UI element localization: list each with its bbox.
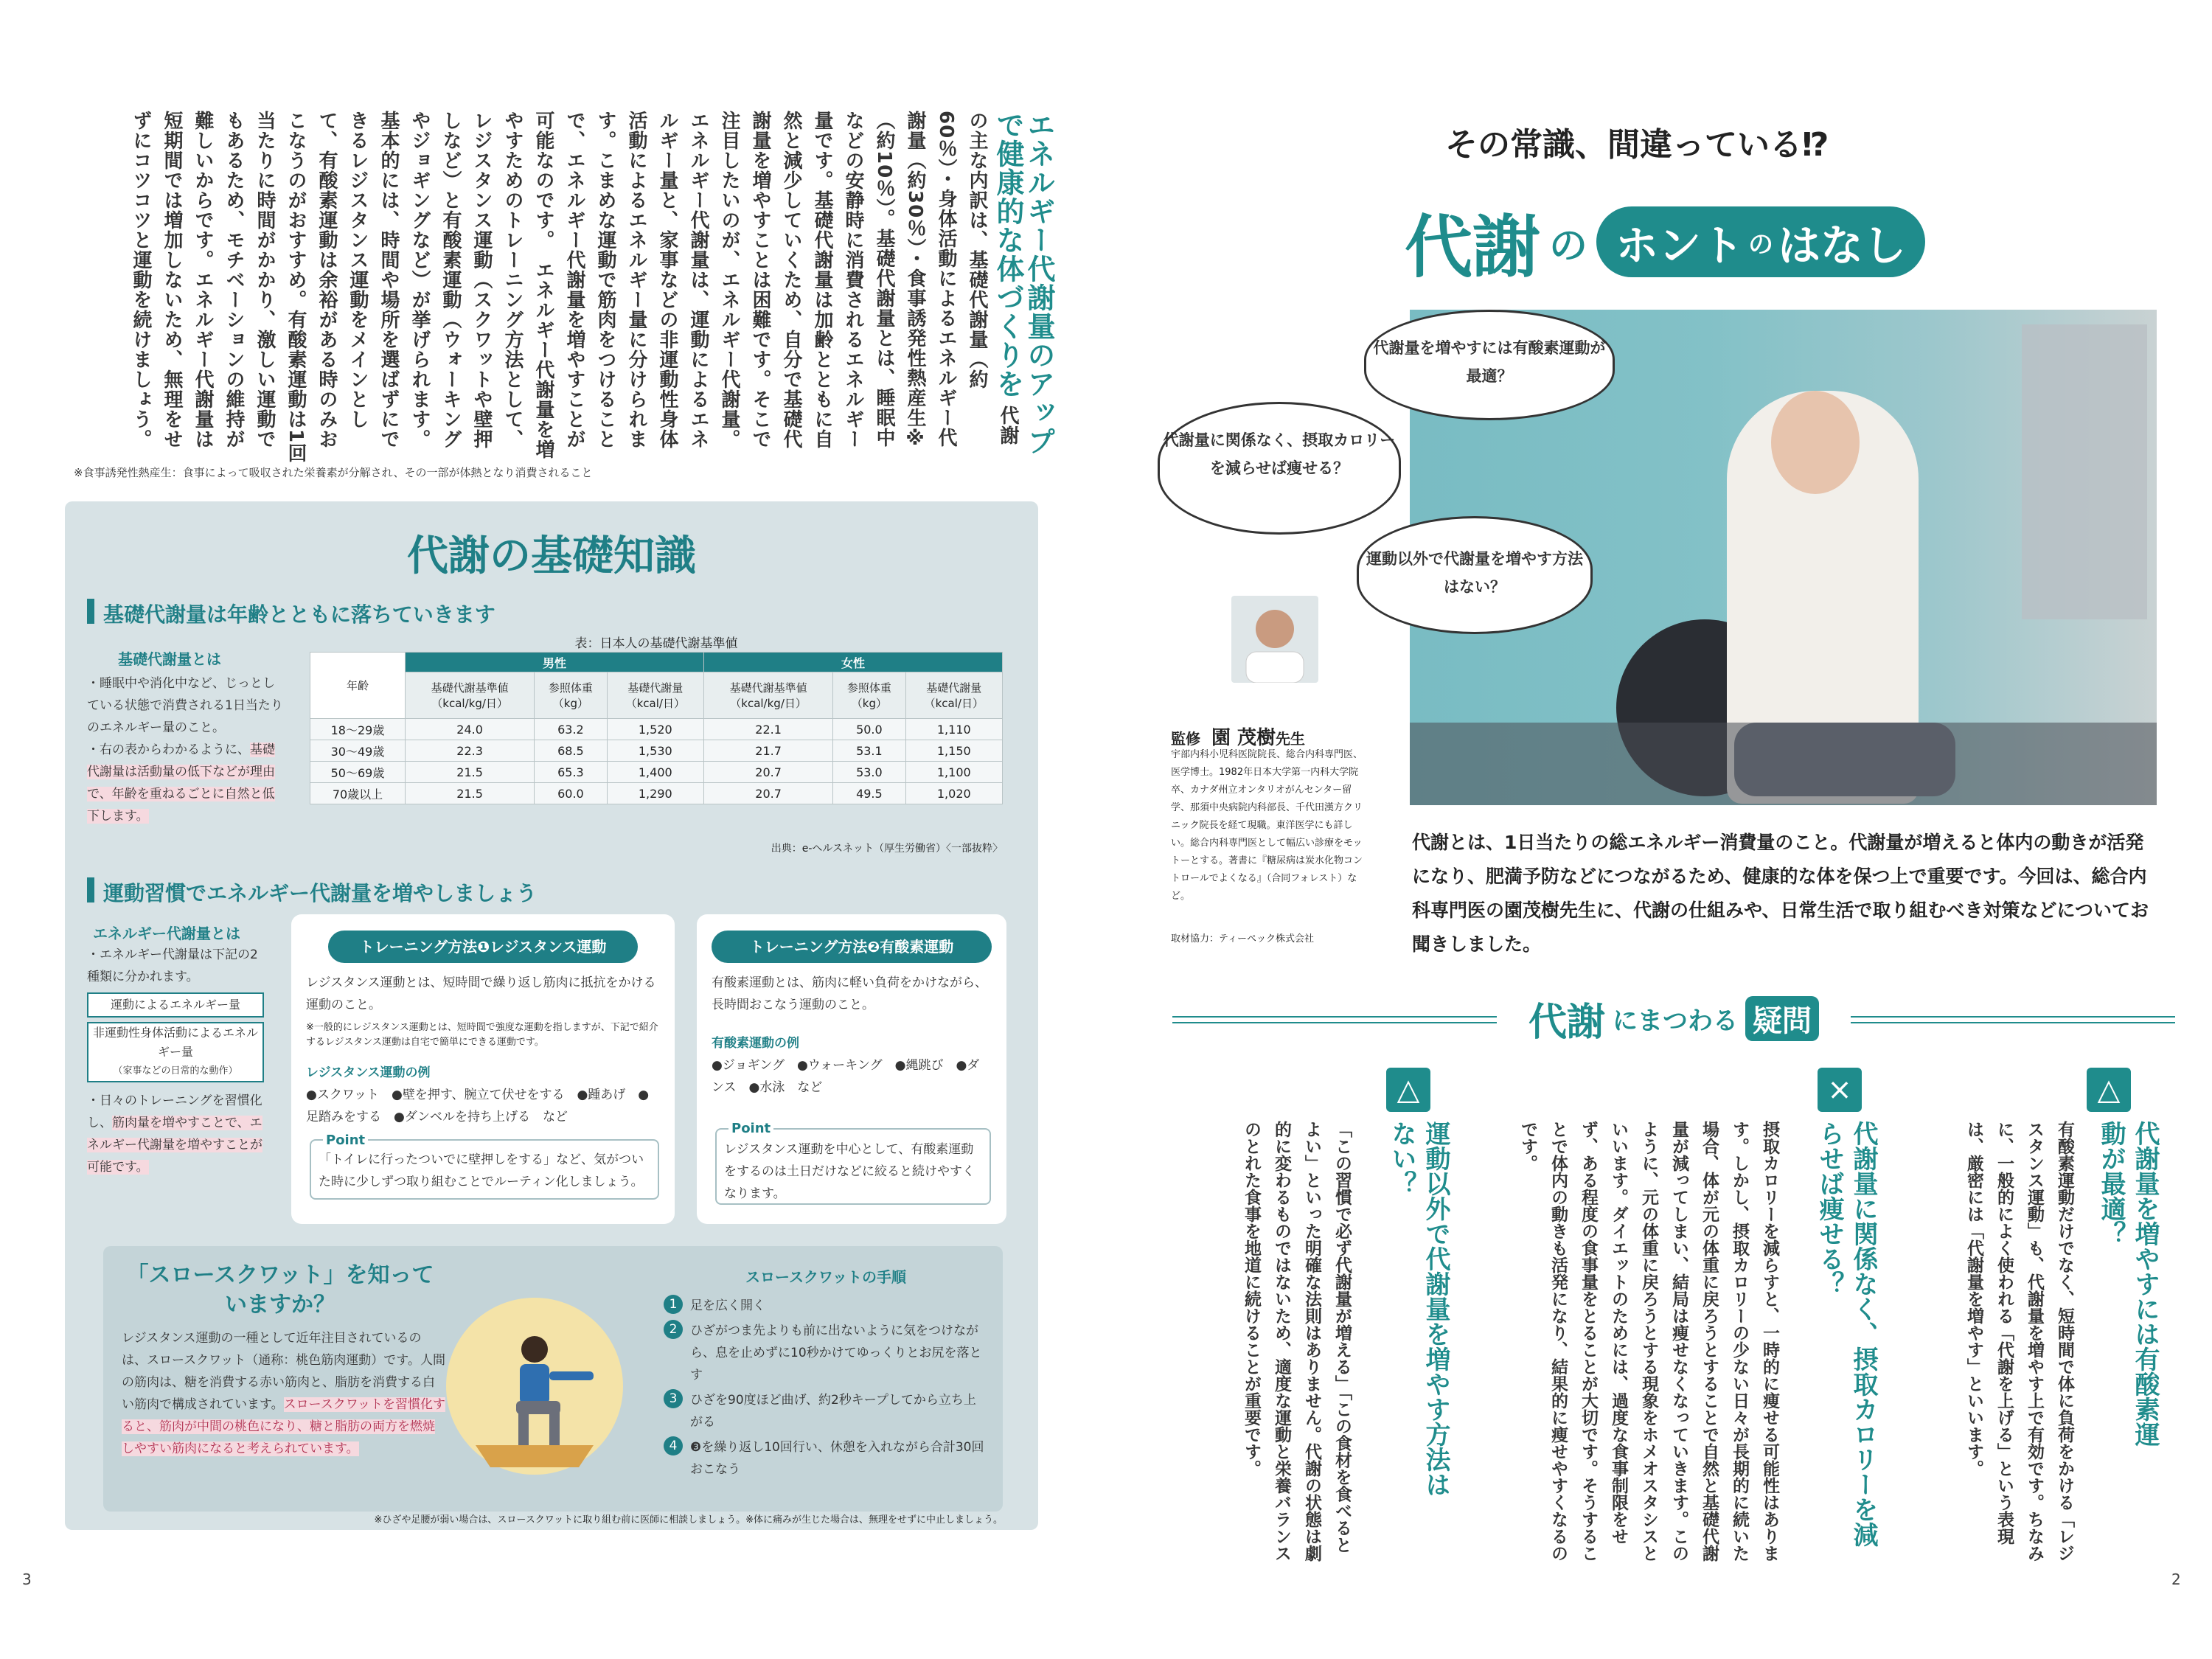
table-cell: 70歳以上 xyxy=(310,783,406,804)
q1-body: 有酸素運動だけでなく、短時間で体に負荷をかける「レジスタンス運動」も、代謝量を増やす上で有効です。ちなみに、一般的によく使われる「代謝を上げる」という表現は、厳密には「代謝量を増やす」といいます。 xyxy=(1964,1121,2074,1562)
squat-steps-title: スロースクワットの手順 xyxy=(745,1268,906,1286)
table-cell: 1,100 xyxy=(905,762,1002,783)
squat-step xyxy=(664,1436,988,1481)
table-row xyxy=(310,719,1003,740)
q2-mark-icon xyxy=(1818,1068,1862,1112)
table-cell: 30～49歳 xyxy=(310,740,406,762)
table-header-basal: 基礎代謝量（kcal/日） xyxy=(607,672,703,719)
card1-point-label: Point xyxy=(323,1133,368,1148)
sec2-bar xyxy=(87,877,94,902)
table-cell: 53.1 xyxy=(833,740,905,762)
sec2-label: エネルギー代謝量とは xyxy=(93,925,240,942)
squat-steps xyxy=(664,1295,988,1481)
sec2-title: 運動習慣でエネルギー代謝量を増やしましょう xyxy=(103,881,538,905)
sec2-tag2-box xyxy=(87,1022,264,1082)
table-caption: 表：日本人の基礎代謝基準値 xyxy=(574,636,738,651)
sec2-bullet2b: 筋肉量を増やすことで、エネルギー代謝量を増やすことが可能です。 xyxy=(87,1116,262,1175)
page-number-left: 3 xyxy=(22,1571,32,1588)
card1-point: 「トイレに行ったついでに壁押しをする」など、気がついた時に少しずつ取り組むことでルーティン化しましょう。 xyxy=(319,1152,644,1189)
basics-title: 代謝の基礎知識 xyxy=(407,532,696,580)
title-no: の xyxy=(1549,223,1588,268)
table-cell: 21.7 xyxy=(703,740,832,762)
question-bubble-2: 代謝量に関係なく、摂取カロリーを減らせば痩せる？ xyxy=(1158,402,1401,535)
squat-title: 「スロースクワット」を知っていますか？ xyxy=(126,1262,434,1318)
sec1-label: 基礎代謝量とは xyxy=(118,650,221,668)
sec2-bullet1: ・エネルギー代謝量は下記の2種類に分かれます。 xyxy=(87,947,258,984)
title-hon: ホント xyxy=(1615,220,1745,271)
sec2-bullet2a: ・日々のトレーニングを習慣化し、 xyxy=(87,1093,262,1130)
table-cell: 20.7 xyxy=(703,783,832,804)
step-number-icon: 3 xyxy=(664,1389,683,1408)
table-cell: 1,110 xyxy=(905,719,1002,740)
table-header-weight: 参照体重（kg） xyxy=(833,672,905,719)
sec1-bullet2a: ・右の表からわかるように、 xyxy=(87,742,250,757)
q2-title: 代謝量に関係なく、摂取カロリーを減らせば痩せる？ xyxy=(1815,1121,1878,1547)
table-cell: 1,520 xyxy=(607,719,703,740)
sec2-tag1: 運動によるエネルギー量 xyxy=(87,992,264,1018)
table-cell: 1,150 xyxy=(905,740,1002,762)
q2-body: 摂取カロリーを減らすと、一時的に痩せる可能性はあります。しかし、摂取カロリーの少ない日々が長期的に続いた場合、体が元の体重に戻ろうとすることで自然と基礎代謝量が減ってしまい、結局は痩せなくなっていきます。このように、元の体重に戻ろうとする現象をホメオスタシスといいます。ダイエットのためには、過度な食事制限をせず、ある程度の食事量をとることが大切です。そうすることで体内の動きも活発になり、結果的に痩せやすくなるのです。 xyxy=(1518,1121,1779,1562)
table-cell: 21.5 xyxy=(406,783,535,804)
supervisor-suffix: 先生 xyxy=(1276,730,1306,748)
card1-desc: レジスタンス運動とは、短時間で繰り返し筋肉に抵抗をかける運動のこと。 xyxy=(306,975,656,1012)
table-cell: 49.5 xyxy=(833,783,905,804)
q3-mark: △ xyxy=(1397,1073,1420,1107)
table-group-female: 女性 xyxy=(703,653,1002,672)
q1-mark: △ xyxy=(2097,1073,2121,1107)
doctor-photo xyxy=(1231,596,1318,683)
squat-illustration xyxy=(446,1298,623,1475)
lead-text: 代謝とは、1日当たりの総エネルギー消費量のこと。代謝量が増えると体内の動きが活発になり、肥満予防などにつながるため、健康的な体を保つ上で重要です。今回は、総合内科専門医の園茂樹先生に、代謝の仕組みや、日常生活で取り組むべき対策などについてお聞きしました。 xyxy=(1412,832,2149,955)
squat-step xyxy=(664,1320,988,1386)
table-row xyxy=(310,740,1003,762)
left-footnote: ※食事誘発性熱産生：食事によって吸収された栄養素が分解され、その一部が体熱となり消費されること xyxy=(74,466,593,479)
table-source: 出典：e-ヘルスネット（厚生労働省）〈一部抜粋〉 xyxy=(771,843,1003,855)
card1-ex-title: レジスタンス運動の例 xyxy=(306,1065,431,1080)
page-number-right: 2 xyxy=(2171,1571,2181,1588)
floor xyxy=(1410,723,2157,805)
woman-face xyxy=(1771,391,1860,494)
table-cell: 18～29歳 xyxy=(310,719,406,740)
table-cell: 53.0 xyxy=(833,762,905,783)
card2-point: レジスタンス運動を中心として、有酸素運動をするのは土日だけなどに絞ると続けやすくなります。 xyxy=(724,1142,975,1201)
section-title-a: 代謝 xyxy=(1528,1000,1605,1045)
title-pill xyxy=(1596,206,1925,277)
table-cell: 50.0 xyxy=(833,719,905,740)
step-number-icon: 2 xyxy=(664,1320,683,1339)
sec2-tag2-sub: （家事などの日常的な動作） xyxy=(113,1065,238,1077)
table-cell: 68.5 xyxy=(535,740,607,762)
table-cell: 22.1 xyxy=(703,719,832,740)
table-cell: 1,530 xyxy=(607,740,703,762)
bottom-note: ※ひざや足腰が弱い場合は、スロースクワットに取り組む前に医師に相談しましょう。※体に痛みが生じた場合は、無理をせずに中止しましょう。 xyxy=(374,1514,1003,1526)
left-heading: エネルギー代謝量のアップで健康的な体づくりを xyxy=(992,111,1055,456)
step-number-icon: 1 xyxy=(664,1295,683,1314)
section-title xyxy=(1497,995,1851,1045)
sec1-text xyxy=(87,672,286,827)
table-cell: 63.2 xyxy=(535,719,607,740)
squat-body-highlight: スロースクワットを習慣化すると、筋肉が中間の桃色になり、糖と脂肪の両方を燃焼しやすい筋肉になると考えられています。 xyxy=(122,1397,445,1456)
table-header-weight: 参照体重（kg） xyxy=(535,672,607,719)
q3-mark-icon xyxy=(1386,1068,1430,1112)
left-body: 代謝の主な内訳は、基礎代謝量（約60％）・身体活動によるエネルギー代謝量（約30％）・食事誘発性熱産生※（約10％）。基礎代謝量とは、睡眠中などの安静時に消費されるエネルギー量です。基礎代謝量は加齢とともに自然と減少していくため、自分で基礎代謝量を増やすことは困難です。そこで注目したいのが、エネルギー代謝量。エネルギー代謝量は、運動によるエネルギー量と、家事などの非運動性身体活動によるエネルギー量に分けられます。こまめな運動で筋肉をつけることで、エネルギー代謝量を増やすことが可能なのです。 エネルギー代謝量を増やすためのトレーニング方法として、レジスタンス運動（スクワットや壁押しなど）と有酸素運動（ウォーキングやジョギングなど）が挙げられます。基本的には、時間や場所を選ばずにできるレジスタンス運動をメインとして、有酸素運動は余裕がある時のみおこなうのがおすすめ。有酸素運動は1回当たりに時間がかかり、激しい運動でもあるため、モチベーションの維持が難しいからです。エネルギー代謝量は短期間では増加しないため、無理をせずにコツコツと運動を続けましょう。 xyxy=(130,111,1019,464)
card1-pill: トレーニング方法❶レジスタンス運動 xyxy=(328,931,638,963)
title-no2: の xyxy=(1748,229,1774,260)
left-article xyxy=(52,111,1054,465)
table-cell: 1,290 xyxy=(607,783,703,804)
squat-body-text: レジスタンス運動の一種として近年注目されているのは、スロースクワット（通称：桃色筋肉運動）です。人間の筋肉は、糖を消費する赤い筋肉と、脂肪を消費する白い筋肉で構成されています。 xyxy=(122,1331,445,1412)
supervisor-bio: 宇部内科小児科医院院長、総合内科専門医、医学博士。1982年日本大学第一内科大学院卒、カナダ州立オンタリオがんセンター留学、那須中央病院内科部長、千代田漢方クリニック院長を経て現職。東洋医学にも詳しい。総合内科専門医として幅広い診療をモットーとする。著書に『糖尿病は炭水化物コントロールでよくなる』（合同フォレスト）など。 xyxy=(1171,749,1363,902)
section-title-b: にまつわる xyxy=(1613,1006,1738,1036)
table-cell: 21.5 xyxy=(406,762,535,783)
table-cell: 50～69歳 xyxy=(310,762,406,783)
sec2-tag2: 非運動性身体活動によるエネルギー量 xyxy=(92,1026,258,1059)
title-main: 代謝 xyxy=(1405,208,1541,287)
table-cell: 24.0 xyxy=(406,719,535,740)
cooperation: 取材協力：ティーペック株式会社 xyxy=(1171,933,1314,945)
q1-title: 代謝量を増やすには有酸素運動が最適？ xyxy=(2096,1121,2160,1447)
question-bubble-3: 運動以外で代謝量を増やす方法はない？ xyxy=(1357,516,1593,634)
table-header-basal-std: 基礎代謝基準値（kcal/kg/日） xyxy=(703,672,832,719)
question-bubble-1: 代謝量を増やすには有酸素運動が最適？ xyxy=(1364,310,1615,420)
table-group-male: 男性 xyxy=(406,653,704,672)
table-cell: 1,400 xyxy=(607,762,703,783)
card2-ex-title: 有酸素運動の例 xyxy=(712,1036,799,1051)
q1-mark-icon xyxy=(2087,1068,2131,1112)
sec1-bullet1: ・睡眠中や消化中など、じっとしている状態で消費される1日当たりのエネルギー量のこと。 xyxy=(87,676,283,735)
q3-title: 運動以外で代謝量を増やす方法はない？ xyxy=(1387,1121,1450,1497)
table-row xyxy=(310,762,1003,783)
step-text: ひざがつま先よりも前に出ないように気をつけながら、息を止めずに10秒かけてゆっくりとお尻を落とす xyxy=(690,1324,982,1382)
doctor-portrait-icon xyxy=(1231,596,1318,683)
table-header-basal-std: 基礎代謝基準値（kcal/kg/日） xyxy=(406,672,535,719)
table-cell: 60.0 xyxy=(535,783,607,804)
step-text: ❸を繰り返し10回行い、休憩を入れながら合計30回おこなう xyxy=(690,1440,984,1477)
gym-machine-icon xyxy=(2022,324,2147,619)
card2-pill: トレーニング方法❷有酸素運動 xyxy=(712,931,992,963)
table-header-age: 年齢 xyxy=(310,653,406,719)
table-header-basal: 基礎代謝量（kcal/日） xyxy=(905,672,1002,719)
sec1-title: 基礎代謝量は年齢とともに落ちていきます xyxy=(103,602,495,627)
card2-ex: ●ジョギング ●ウォーキング ●縄跳び ●ダンス ●水泳 など xyxy=(712,1058,980,1095)
main-title xyxy=(1405,193,1925,291)
sec1-bullet2b: 基礎代謝量は活動量の低下などが理由で、年齢を重ねるごとに自然と低下します。 xyxy=(87,742,275,824)
table-cell: 65.3 xyxy=(535,762,607,783)
sec1-bar xyxy=(87,599,94,624)
basal-table xyxy=(310,652,1003,804)
q3-body: 「この習慣で必ず代謝量が増える」「この食材を食べるとよい」といった明確な法則はありません。代謝の状態は劇的に変わるものではないため、適度な運動と栄養バランスのとれた食事を地道に続けることが重要です。 xyxy=(1242,1121,1352,1562)
squat-figure-icon xyxy=(446,1298,623,1475)
kicker: その常識、間違っている⁉ xyxy=(1445,126,1829,164)
section-title-c: 疑問 xyxy=(1745,996,1819,1041)
table-cell: 22.3 xyxy=(406,740,535,762)
card2-desc: 有酸素運動とは、筋肉に軽い負荷をかけながら、長時間おこなう運動のこと。 xyxy=(712,975,987,1012)
sec2-text xyxy=(87,944,264,1178)
step-text: 足を広く開く xyxy=(690,1298,765,1313)
table-cell: 20.7 xyxy=(703,762,832,783)
card1-note: ※一般的にレジスタンス運動とは、短時間で強度な運動を指しますが、下記で紹介するレジスタンス運動は自宅で簡単にできる運動です。 xyxy=(306,1022,658,1048)
table-row xyxy=(310,783,1003,804)
q2-mark: × xyxy=(1827,1073,1852,1107)
step-text: ひざを90度ほど曲げ、約2秒キープしてから立ち上がる xyxy=(690,1393,976,1430)
squat-body xyxy=(122,1327,446,1460)
title-hanashi: はなし xyxy=(1778,220,1907,271)
card1-ex: ●スクワット ●壁を押す、腕立て伏せをする ●踵あげ ●足踏みをする ●ダンベルを持ち上げる など xyxy=(306,1088,650,1124)
card2-point-label: Point xyxy=(728,1121,773,1136)
squat-step xyxy=(664,1389,988,1433)
supervisor-label: 監修 xyxy=(1171,730,1200,748)
step-number-icon: 4 xyxy=(664,1436,683,1455)
supervisor-name: 園 茂樹 xyxy=(1211,727,1276,749)
table-cell: 1,020 xyxy=(905,783,1002,804)
squat-step xyxy=(664,1295,988,1317)
